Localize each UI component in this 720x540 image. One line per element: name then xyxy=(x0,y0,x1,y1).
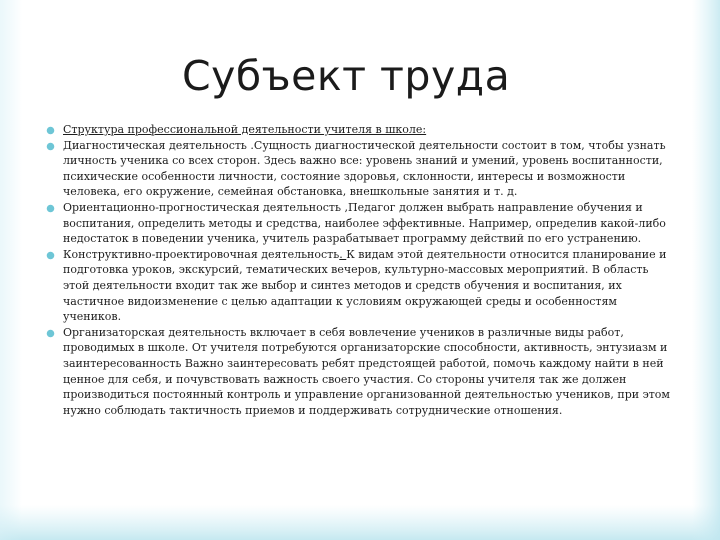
list-item xyxy=(45,122,677,138)
list-item-text: Организаторская деятельность включает в себя вовлечение учеников в различные виды работ, проводимых в школе. От учителя потребуются организаторские способности, активность, энтузиазм и заинтересованность Важно заинтересовать ребят предстоящей работой, помочь каждому найти в ней ценное для себя, и почувствовать важность своего участия. Со стороны учителя так же должен производиться постоянный контроль и управление организованной деятельностью учеников, при этом нужно соблюдать тактичность приемов и поддерживать сотруднические отношения. xyxy=(63,325,670,417)
list-item xyxy=(45,325,677,419)
list-item-text: Структура профессиональной деятельности учителя в школе: xyxy=(63,123,427,136)
circle-bullet-icon xyxy=(46,204,55,213)
list-item-text: К видам этой деятельности относится планирование и подготовка уроков, экскурсий, тематических вечеров, культурно-массовых мероприятий. В область этой деятельности входит так же выбор и синтез методов и средств обучения и воспитания, их частичное видоизменение с целью адаптации к условиям окружающей среды и особенностям учеников. xyxy=(63,247,667,324)
list-item xyxy=(45,138,677,200)
list-item-text: Ориентационно-прогностическая деятельность ,Педагог должен выбрать направление обучения и воспитания, определить методы и средства, наиболее эффективные. Например, определив какой-либо недостаток в поведении ученика, учитель разрабатывает программу действий по его устранению. xyxy=(63,200,666,246)
list-item xyxy=(45,247,677,325)
list-item-link[interactable]: . xyxy=(339,247,347,261)
bullet-list xyxy=(45,122,677,418)
circle-bullet-icon xyxy=(46,142,55,151)
slide-title: Субъект труда xyxy=(182,52,511,100)
list-item-prefix: Конструктивно-проектировочная деятельность xyxy=(63,247,340,261)
circle-bullet-icon xyxy=(46,251,55,260)
circle-bullet-icon xyxy=(46,126,55,135)
circle-bullet-icon xyxy=(46,329,55,338)
slide-content xyxy=(45,122,677,418)
list-item-text: Диагностическая деятельность .Сущность диагностической деятельности состоит в том, чтобы узнать личность ученика со всех сторон. Здесь важно все: уровень знаний и умений, уровень воспитанности, психические особенности личности, состояние здоровья, склонности, интересы и возможности человека, его окружение, семейная обстановка, внешкольные занятия и т. д. xyxy=(63,138,666,199)
list-item xyxy=(45,200,677,247)
